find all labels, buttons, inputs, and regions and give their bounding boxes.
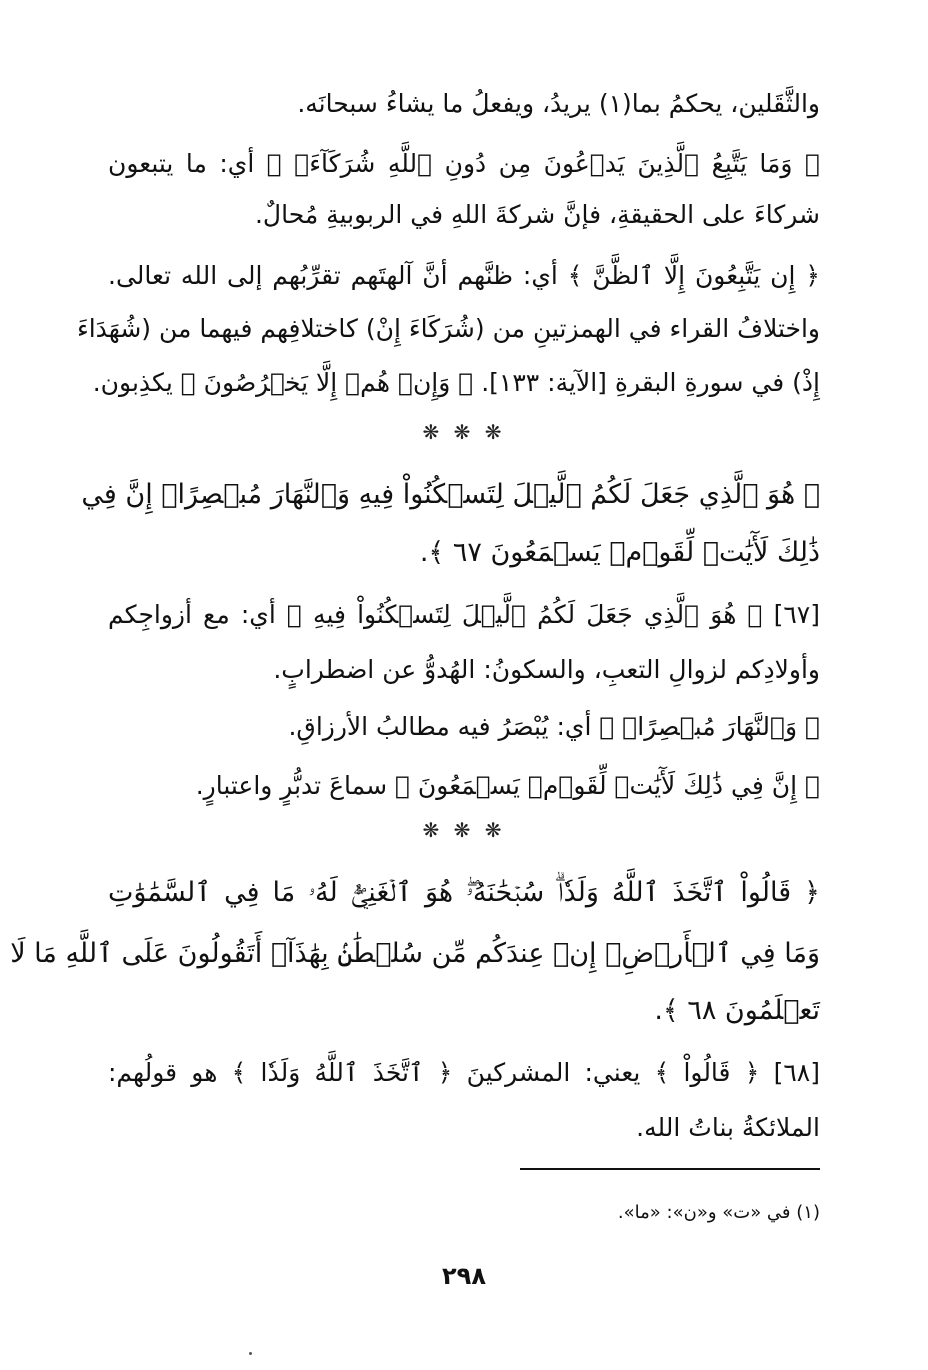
verse-67-line-1: ﴿ هُوَ ٱلَّذِي جَعَلَ لَكُمُ ٱلَّيۡلَ لِتَسۡكُنُواْ فِيهِ وَٱلنَّهَارَ مُبۡصِرًاۚ إِنَّ فِي: [81, 479, 820, 510]
text-line-10: وأولادِكم لزوالِ التعبِ، والسكونُ: الهُدوُّ عن اضطرابٍ.: [273, 655, 820, 684]
text-line-11: ﴿ وَٱلنَّهَارَ مُبۡصِرًاۚ ﴾ أي: يُبْصَرُ فيه مطالبُ الأرزاقِ.: [288, 712, 820, 741]
section-separator-1: ❋ ❋ ❋: [422, 420, 506, 444]
text-line-4: ﴿ إِن يَتَّبِعُونَ إِلَّا ٱلظَّنَّ ﴾ أي: ظنَّهم أنَّ آلهتَهم تقرِّبُهم إلى الله تعالى.: [108, 261, 820, 290]
page-number: ٢٩٨: [442, 1262, 486, 1290]
text-line-17: الملائكةُ بناتُ الله.: [636, 1113, 820, 1142]
text-line-5: واختلافُ القراء في الهمزتينِ من (شُرَكَاءَ إِنْ) كاختلافِهم فيهما من (شُهَدَاءَ: [76, 314, 820, 343]
footnote: (١) في «ت» و«ن»: «ما».: [617, 1202, 820, 1223]
text-line-6: إِذْ) في سورةِ البقرةِ [الآية: ١٣٣]. ﴿ وَإِنۡ هُمۡ إِلَّا يَخۡرُصُونَ ﴾ يكذِبون.: [92, 368, 820, 397]
footnote-divider: [520, 1168, 820, 1170]
text-line-16: [٦٨] ﴿ قَالُواْ ﴾ يعني: المشركينَ ﴿ ٱتَّخَذَ ٱللَّهُ وَلَدٗا ﴾ هو قولُهم:: [108, 1058, 820, 1087]
text-line-3: شركاءَ على الحقيقةِ، فإنَّ شركةَ اللهِ في الربوبيةِ مُحالٌ.: [254, 200, 820, 229]
text-line-2: ﴿ وَمَا يَتَّبِعُ ٱلَّذِينَ يَدۡعُونَ مِن دُونِ ٱللَّهِ شُرَكَآءَۚ ﴾ أي: ما يتبعون: [108, 149, 820, 178]
verse-68-line-2: وَمَا فِي ٱلۡأَرۡضِۚ إِنۡ عِندَكُم مِّن سُلۡطَٰنِۢ بِهَٰذَآۚ أَتَقُولُونَ عَلَى ٱللَّهِ مَا لَا: [10, 938, 820, 969]
verse-68-line-3: تَعۡلَمُونَ ٦٨ ﴾.: [654, 995, 820, 1026]
text-line-1: والثَّقَلين، يحكمُ بما(١) يريدُ، ويفعلُ ما يشاءُ سبحانَه.: [297, 89, 820, 118]
verse-67-line-2: ذَٰلِكَ لَأٓيَٰتٖ لِّقَوۡمٖ يَسۡمَعُونَ ٦٧ ﴾.: [419, 537, 820, 568]
scan-speck: [249, 1352, 252, 1355]
text-line-9: [٦٧] ﴿ هُوَ ٱلَّذِي جَعَلَ لَكُمُ ٱلَّيۡلَ لِتَسۡكُنُواْ فِيهِ ﴾ أي: مع أزواجِكم: [108, 600, 820, 629]
text-line-12: ﴿ إِنَّ فِي ذَٰلِكَ لَأٓيَٰتٖ لِّقَوۡمٖ يَسۡمَعُونَ ﴾ سماعَ تدبُّرٍ واعتبارٍ.: [195, 771, 820, 800]
verse-68-line-1: ﴿ قَالُواْ ٱتَّخَذَ ٱللَّهُ وَلَدٗاۗ سُبۡحَٰنَهُۥۖ هُوَ ٱلۡغَنِيُّۖ لَهُۥ مَا فِي ٱلسَّمَٰوَٰتِ: [108, 877, 820, 908]
section-separator-2: ❋ ❋ ❋: [422, 818, 506, 842]
